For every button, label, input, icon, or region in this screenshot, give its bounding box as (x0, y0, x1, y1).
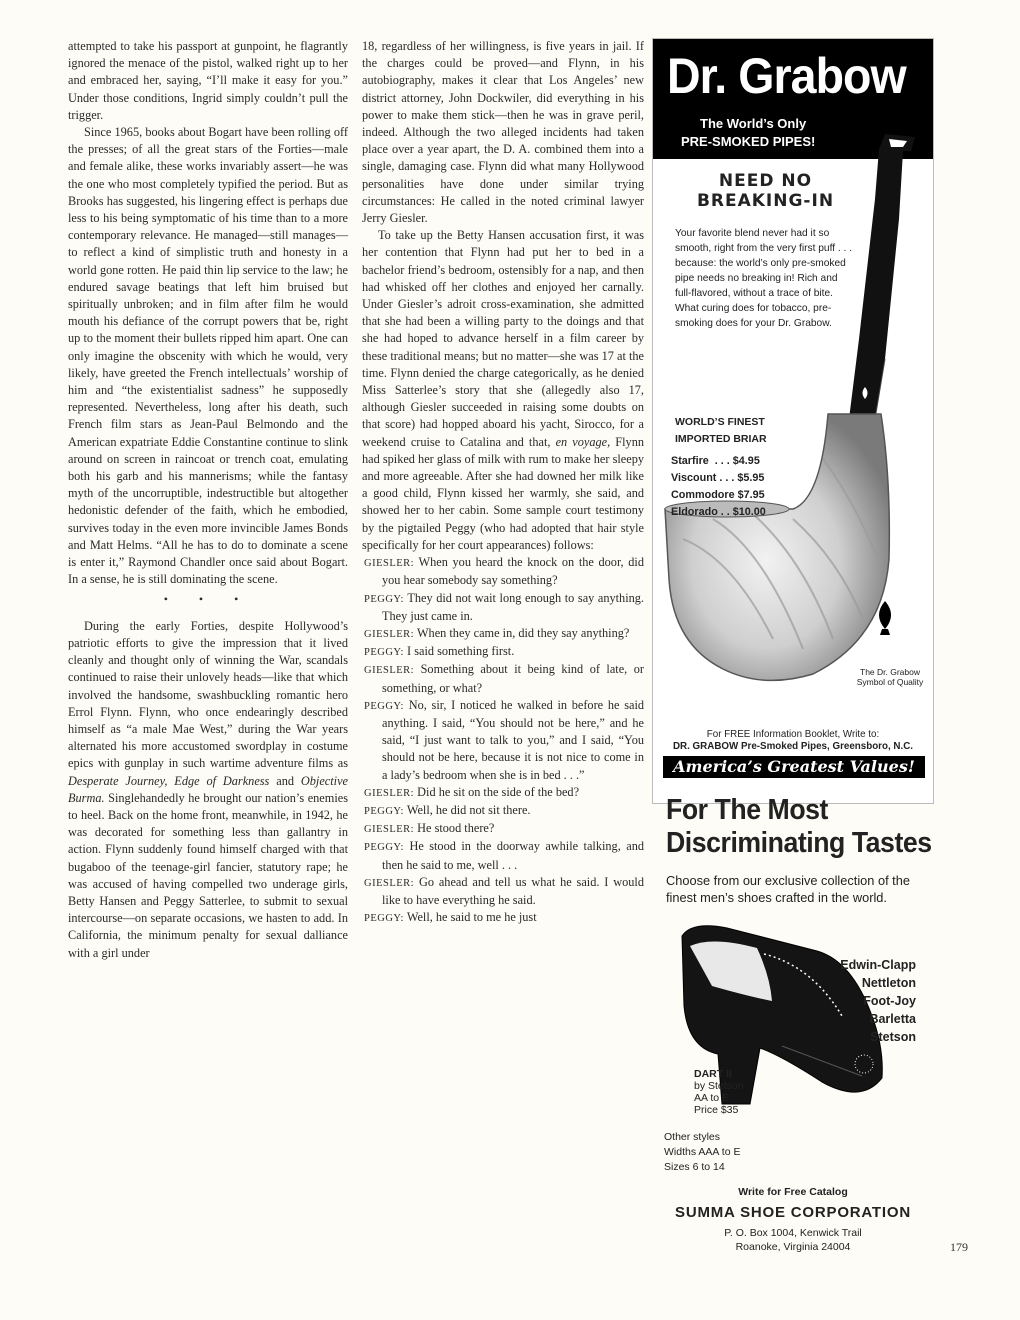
testimony-line (364, 554, 644, 589)
brand-item: Stetson (870, 1030, 916, 1044)
testimony-text: I said something first. (407, 644, 515, 659)
testimony-text: He stood there? (417, 821, 495, 836)
product-widths: AA to E (694, 1092, 730, 1104)
testimony-text: Did he sit on the side of the bed? (417, 784, 580, 799)
company-address (652, 1226, 934, 1254)
testimony-text: When you heard the knock on the door, did you hear somebody say something? (382, 555, 644, 588)
speaker-label: GIESLER: (364, 787, 415, 799)
briar-heading-line: IMPORTED BRIAR (675, 433, 767, 445)
booklet-offer (653, 729, 933, 753)
testimony-line (364, 643, 644, 661)
speaker-label: GIESLER: (364, 665, 415, 677)
brand-item: Nettleton (861, 976, 916, 990)
values-banner: America’s Greatest Values! (663, 756, 925, 778)
ad-headline-line: NEED NO (718, 171, 813, 191)
article-paragraph (68, 618, 348, 962)
article-paragraph: attempted to take his passport at gunpoint, he flagrantly ignored the menace of the pistol, walked right up to her and embraced her, saying, “I’ll make it easy for you.” Under those conditions, Ingrid simply couldn’t pull the trigger. (68, 39, 348, 122)
brand-item: Foot-Joy (863, 994, 916, 1008)
quality-symbol-caption: The Dr. Grabow Symbol of Quality (856, 667, 924, 687)
other-styles-line: Other styles (664, 1131, 721, 1143)
ad-tagline: The World’s Only (700, 116, 807, 131)
testimony-line (364, 838, 644, 873)
article-paragraph (362, 227, 644, 554)
ad-headline (673, 171, 858, 211)
testimony-text: Something about it being kind of late, or something, or what? (382, 662, 644, 695)
testimony-text: No, sir, I noticed he walked in before he said anything. I said, “You should not be here,” and he said, “I just want to talk to you,” and I said, “You should not be here, because it is not nice to come in a lady’s bedroom when she is in bed . . .” (382, 697, 645, 782)
brand-item: Barletta (869, 1012, 916, 1026)
article-text: Singlehandedly he brought our nation’s enemies to heel. Back on the home front, meanwhile, in 1942, he was decorated for something less than gallantry in action. Flynn suddenly found himself charged with that bugaboo of the teenage-girl fancier, statutory rape; he was accused of having compelled two underage girls, Betty Hansen and Peggy Satterlee, to submit to sexual intercourse—on separate occasions, we hasten to add. In California, the minimum penalty for sexual dalliance with a girl under (68, 790, 348, 960)
product-caption (694, 1068, 744, 1116)
other-styles (664, 1130, 740, 1175)
catalog-offer: Write for Free Catalog (738, 1186, 848, 1198)
testimony-text: He stood in the doorway awhile talking, and then he said to me, well . . . (382, 839, 644, 872)
price-item: Starfire . . . $4.95 (671, 455, 760, 467)
product-name: DART II (694, 1068, 732, 1080)
ad-tagline: PRE-SMOKED PIPES! (681, 134, 816, 149)
brand-logo: Dr. Grabow (667, 48, 906, 104)
testimony-text: They did not wait long enough to say anything. They just came in. (382, 590, 644, 623)
testimony-line (364, 661, 644, 696)
testimony-text: Well, he did not sit there. (406, 802, 531, 817)
product-price: Price $35 (694, 1104, 739, 1116)
address-line: P. O. Box 1004, Kenwick Trail (724, 1227, 862, 1239)
article-text: To take up the Betty Hansen accusation first, it was her contention that Flynn had put her to bed in a bachelor friend’s bedroom, ostensibly for a nap, and then had whisked off her clothes and enjoyed her carnally. Under Giesler’s adroit cross-examination, she admitted that she had been a willing party to the doings and that she had hoped to advance herself in a film career by these traditional means; but no matter—she was 17 at the time. Flynn denied the charge categorically, as he denied Miss Satterlee’s story that she (allegedly also 17, although Giesler succeeded in raising some doubts on that score) had hopped aboard his yacht, Sirocco, for a weekend cruise to Catalina and that, (362, 228, 644, 449)
booklet-line: For FREE Information Booklet, Write to: (706, 729, 880, 740)
article-text: and (269, 773, 301, 788)
price-item: Commodore $7.95 (671, 489, 765, 501)
testimony-line (364, 820, 644, 838)
speaker-label: PEGGY: (364, 647, 404, 659)
address-line: Roanoke, Virginia 24004 (735, 1241, 851, 1253)
testimony-text: Go ahead and tell us what he said. I would like to have everything he said. (382, 874, 644, 907)
price-item: Viscount . . . $5.95 (671, 472, 765, 484)
testimony-line (364, 909, 644, 927)
testimony-text: Well, he said to me he just (406, 910, 537, 925)
page-number: 179 (950, 1240, 968, 1254)
briar-heading-line: WORLD’S FINEST (675, 416, 765, 428)
speaker-label: GIESLER: (364, 628, 415, 640)
speaker-label: PEGGY: (364, 842, 404, 854)
testimony-line (364, 625, 644, 643)
section-separator: • • • (163, 591, 253, 606)
other-styles-line: Sizes 6 to 14 (664, 1161, 725, 1173)
booklet-address: DR. GRABOW Pre-Smoked Pipes, Greensboro, N.C. (672, 741, 914, 752)
ad-body-copy: Your favorite blend never had it so smooth, right from the very first puff . . . because: the world’s only pre-smoked pipe needs no breaking in! Rich and full-flavored, without a trace of bite. What curing does for tobacco, pre-smoking does for your Dr. Grabow. (675, 228, 853, 329)
testimony-line (364, 874, 644, 909)
speaker-label: PEGGY: (364, 805, 404, 817)
article-column-1 (68, 38, 348, 962)
speaker-label: GIESLER: (364, 558, 415, 570)
summa-shoe-advertisement (652, 786, 934, 1286)
testimony-line (364, 784, 644, 802)
dr-grabow-advertisement (652, 38, 934, 804)
price-item: Eldorado . . $10.00 (671, 506, 766, 518)
article-paragraph: 18, regardless of her willingness, is five years in jail. If the charges could be proved—and Flynn, in his autobiography, makes it clear that Los Angeles’ new district attorney, John Dockwiler, did everything in his power to make them stick—then he was in grave peril, indeed. Although the two alleged incidents had taken place over a year apart, the D. A. combined them into a single, damaging case. Flynn did what many Hollywood personalities have done under similar trying circumstances: He called in the noted criminal lawyer Jerry Giesler. (362, 39, 644, 226)
testimony-text: When they came in, did they say anything? (416, 625, 630, 640)
product-maker: by Stetson (694, 1080, 744, 1092)
company-name: SUMMA SHOE CORPORATION (675, 1204, 911, 1221)
testimony-line (364, 590, 644, 625)
other-styles-line: Widths AAA to E (664, 1146, 741, 1158)
article-text: During the early Forties, despite Hollywood’s patriotic efforts to give the impression that it lived cleanly and thought only of winning the War, scandals continued to raise their unlovely heads—like that which involved the handsome, swashbuckling romantic hero Errol Flynn. Flynn, who once endearingly described himself as “a male Mae West,” during the War years alternated his more accustomed swordplay in costume epics with gunplay in such wartime adventure films as (68, 618, 348, 771)
speaker-label: PEGGY: (364, 593, 404, 605)
film-title: Objective Burma. (68, 773, 349, 805)
speaker-label: PEGGY: (364, 913, 404, 925)
ad-headline-line: For The Most (666, 794, 828, 826)
brand-item: Edwin-Clapp (840, 958, 916, 972)
briar-heading (675, 414, 767, 448)
speaker-label: GIESLER: (364, 877, 415, 889)
article-column-2 (362, 38, 644, 927)
ad-headline-line: BREAKING-IN (696, 191, 835, 211)
speaker-label: PEGGY: (364, 700, 404, 712)
ad-headline-line: Discriminating Tastes (666, 827, 932, 859)
italic-phrase: en voyage, (555, 434, 611, 449)
article-paragraph: Since 1965, books about Bogart have been rolling off the presses; of all the great stars of the Forties—male and female alike, these works invariably assert—he was the one who most completely typified the period. But as Brooks has suggested, his lingering effect is perhaps due less to his being symptomatic of his time than to a more contemporary relevance. He managed—still manages—to reflect a kind of simplistic truth and honesty in a world gone rotten. He paid thin lip service to the law; he endured savage beatings that left him bruised but spiritually unbroken; and in film after film he would mouth his defiance of the corrupt powers that be, right up to the moment their bullets ripped him apart. One can only imagine the obscenity with which he would, very likely, have greeted the French intellectuals’ worship of him and “the existentialist sadness” he supposedly represented. Nevertheless, long after his death, such French film stars as Jean-Paul Belmondo and the American expatriate Eddie Constantine continue to slink around on screen in raincoat or trench coat, emulating both his garb and his mannerisms; while the fantasy myth of the uncorruptible, indestructible but altogether hedonistic defender of the faith, which he embodied, survives today in the even more invincible James Bonds and Matt Helms. “All he has to do to dominate a scene is enter it,” Raymond Chandler once said about Bogart. In a sense, he is still dominating the scene. (68, 125, 348, 587)
film-titles: Desperate Journey, Edge of Darkness (68, 773, 270, 788)
testimony-line (364, 697, 645, 784)
court-testimony (362, 554, 644, 927)
speaker-label: GIESLER: (364, 824, 415, 836)
article-text: Flynn had spiked her glass of milk with rum to make her sleepy and more agreeable. After she had downed her milk like a good child, Flynn kissed her warmly, she said, and showed her to her cabin. Some sample court testimony by the pigtailed Peggy (who had adopted that hair style specifically for her court appearances) follows: (362, 434, 645, 552)
ad-body-copy: Choose from our exclusive collection of the finest men’s shoes crafted in the world. (666, 873, 910, 905)
brand-list (840, 956, 916, 1046)
testimony-line (364, 802, 644, 820)
price-list (671, 453, 766, 521)
